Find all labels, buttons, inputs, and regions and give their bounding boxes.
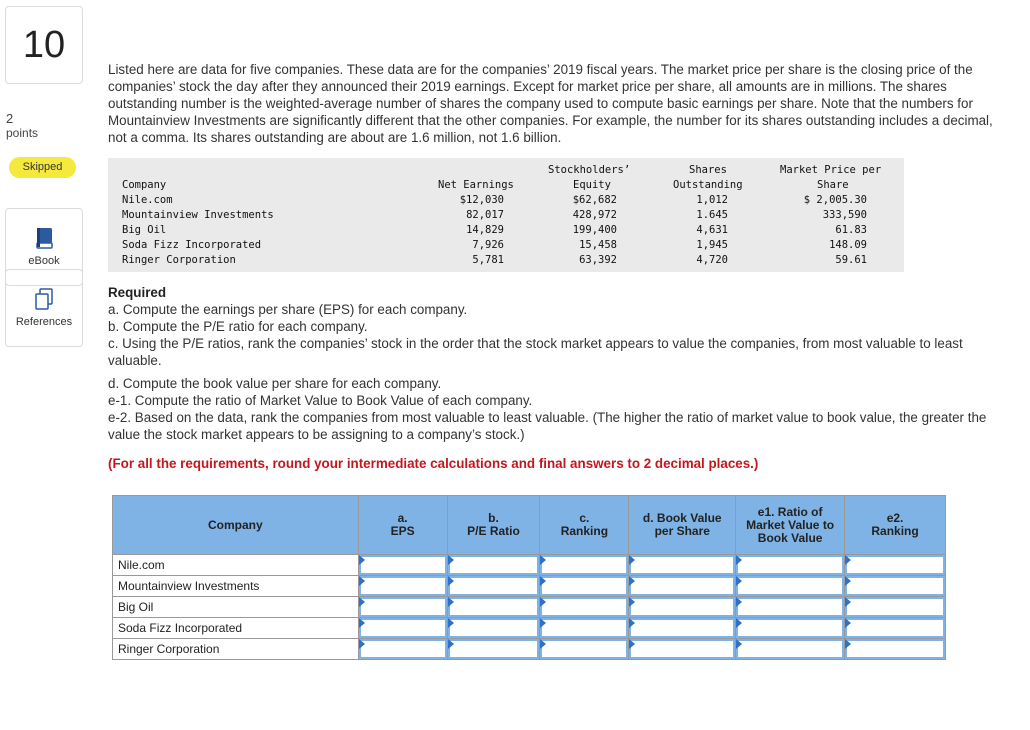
ranking-input[interactable] xyxy=(540,555,628,575)
ranking-2-input[interactable] xyxy=(845,555,945,575)
data-company: Ringer Corporation xyxy=(122,254,236,266)
pe-ratio-input[interactable] xyxy=(448,576,540,596)
points-value: 2 xyxy=(6,111,14,126)
data-net-earnings: 14,829 xyxy=(466,224,504,236)
header-shares-2: Outstanding xyxy=(673,179,743,191)
requirement-e1: e-1. Compute the ratio of Market Value to Book Value of each company. xyxy=(108,393,533,408)
requirement-d: d. Compute the book value per share for each company. xyxy=(108,376,442,391)
data-equity: $62,682 xyxy=(572,194,617,206)
market-to-book-input[interactable] xyxy=(736,576,844,596)
requirement-c: c. Using the P/E ratios, rank the companies’ stock in the order that the stock market appears to value the companies, from most valuable to least valuable. xyxy=(108,336,963,368)
answer-row xyxy=(113,597,946,618)
header-shares-1: Shares xyxy=(689,164,727,176)
data-net-earnings: $12,030 xyxy=(459,194,504,206)
answer-table xyxy=(112,495,946,660)
data-price: 59.61 xyxy=(835,254,867,266)
col-eps: a. EPS xyxy=(358,496,447,555)
ebook-label: eBook xyxy=(28,255,60,267)
question-number-box xyxy=(5,6,83,84)
header-equity-2: Equity xyxy=(573,179,611,191)
references-label: References xyxy=(15,316,73,328)
data-shares: 1,012 xyxy=(696,194,728,206)
data-equity: 63,392 xyxy=(579,254,617,266)
data-shares: 4,631 xyxy=(696,224,728,236)
data-company: Soda Fizz Incorporated xyxy=(122,239,262,251)
data-equity: 15,458 xyxy=(579,239,617,251)
company-data-table xyxy=(108,158,904,272)
answer-row xyxy=(113,576,946,597)
required-heading: Required xyxy=(108,285,167,300)
answer-company: Nile.com xyxy=(113,555,359,576)
col-company: Company xyxy=(113,496,359,555)
header-price-1: Market Price per xyxy=(780,164,882,176)
header-equity-1: Stockholders’ xyxy=(548,164,631,176)
data-price: 148.09 xyxy=(829,239,867,251)
data-company: Nile.com xyxy=(122,194,173,206)
pe-ratio-input[interactable] xyxy=(448,639,540,659)
references-button[interactable] xyxy=(5,269,83,347)
requirements xyxy=(108,284,988,472)
data-net-earnings: 82,017 xyxy=(466,209,504,221)
book-value-input[interactable] xyxy=(629,597,735,617)
ranking-2-input[interactable] xyxy=(845,576,945,596)
col-ranking-2: e2. Ranking xyxy=(845,496,946,555)
book-value-input[interactable] xyxy=(629,618,735,638)
pe-ratio-input[interactable] xyxy=(448,555,540,575)
ranking-2-input[interactable] xyxy=(845,639,945,659)
question-number: 10 xyxy=(22,23,66,66)
ranking-2-input[interactable] xyxy=(845,597,945,617)
eps-input[interactable] xyxy=(359,639,447,659)
requirement-b: b. Compute the P/E ratio for each company. xyxy=(108,319,368,334)
requirement-a: a. Compute the earnings per share (EPS) for each company. xyxy=(108,302,468,317)
col-book-value: d. Book Value per Share xyxy=(629,496,736,555)
col-pe-ratio: b. P/E Ratio xyxy=(447,496,540,555)
eps-input[interactable] xyxy=(359,597,447,617)
status-badge: Skipped xyxy=(9,157,76,178)
answer-row xyxy=(113,639,946,660)
data-net-earnings: 5,781 xyxy=(472,254,504,266)
answer-company: Ringer Corporation xyxy=(113,639,359,660)
data-shares: 1.645 xyxy=(696,209,728,221)
ranking-input[interactable] xyxy=(540,576,628,596)
answer-header-row xyxy=(113,496,946,555)
ranking-input[interactable] xyxy=(540,618,628,638)
eps-input[interactable] xyxy=(359,576,447,596)
eps-input[interactable] xyxy=(359,555,447,575)
points-info xyxy=(6,112,38,140)
market-to-book-input[interactable] xyxy=(736,597,844,617)
data-price: $ 2,005.30 xyxy=(803,194,867,206)
data-company: Big Oil xyxy=(122,224,167,236)
answer-company: Mountainview Investments xyxy=(113,576,359,597)
ranking-input[interactable] xyxy=(540,597,628,617)
market-to-book-input[interactable] xyxy=(736,618,844,638)
book-value-input[interactable] xyxy=(629,639,735,659)
data-shares: 1,945 xyxy=(696,239,728,251)
data-price: 333,590 xyxy=(822,209,867,221)
data-price: 61.83 xyxy=(835,224,867,236)
market-to-book-input[interactable] xyxy=(736,639,844,659)
pe-ratio-input[interactable] xyxy=(448,618,540,638)
data-equity: 199,400 xyxy=(572,224,617,236)
data-shares: 4,720 xyxy=(696,254,728,266)
rounding-note: (For all the requirements, round your intermediate calculations and final answers to 2 decimal places.) xyxy=(108,456,759,471)
data-equity: 428,972 xyxy=(572,209,617,221)
requirement-e2: e-2. Based on the data, rank the companies from most valuable to least valuable. (The higher the ratio of market value to book value, the greater the value the stock market appears to be assigning to a company’s stock.) xyxy=(108,410,987,442)
book-value-input[interactable] xyxy=(629,576,735,596)
col-market-to-book: e1. Ratio of Market Value to Book Value xyxy=(736,496,845,555)
header-company: Company xyxy=(122,179,167,191)
book-icon xyxy=(34,227,54,249)
eps-input[interactable] xyxy=(359,618,447,638)
answer-company: Soda Fizz Incorporated xyxy=(113,618,359,639)
points-label: points xyxy=(6,126,39,140)
pe-ratio-input[interactable] xyxy=(448,597,540,617)
ranking-input[interactable] xyxy=(540,639,628,659)
market-to-book-input[interactable] xyxy=(736,555,844,575)
book-value-input[interactable] xyxy=(629,555,735,575)
question-intro: Listed here are data for five companies. These data are for the companies’ 2019 fiscal years. The market price per share is the closing price of the companies’ stock the day after they announced their 2019 earnings. Except for market price per share, all amounts are in millions. The shares outstanding number is the weighted-average number of shares the company used to compute basic earnings per share. Note that the numbers for Mountainview Investments are significantly different that the other companies. For example, the number for its shares outstanding includes a decimal, not a comma. Its shares outstanding are about are 1.6 million, not 1.6 billion. xyxy=(108,62,993,145)
answer-row xyxy=(113,618,946,639)
data-net-earnings: 7,926 xyxy=(472,239,504,251)
references-icon xyxy=(34,288,54,310)
col-ranking: c. Ranking xyxy=(540,496,629,555)
answer-company: Big Oil xyxy=(113,597,359,618)
ranking-2-input[interactable] xyxy=(845,618,945,638)
answer-row xyxy=(113,555,946,576)
data-company: Mountainview Investments xyxy=(122,209,274,221)
header-price-2: Share xyxy=(817,179,849,191)
header-net-earnings: Net Earnings xyxy=(438,179,514,191)
